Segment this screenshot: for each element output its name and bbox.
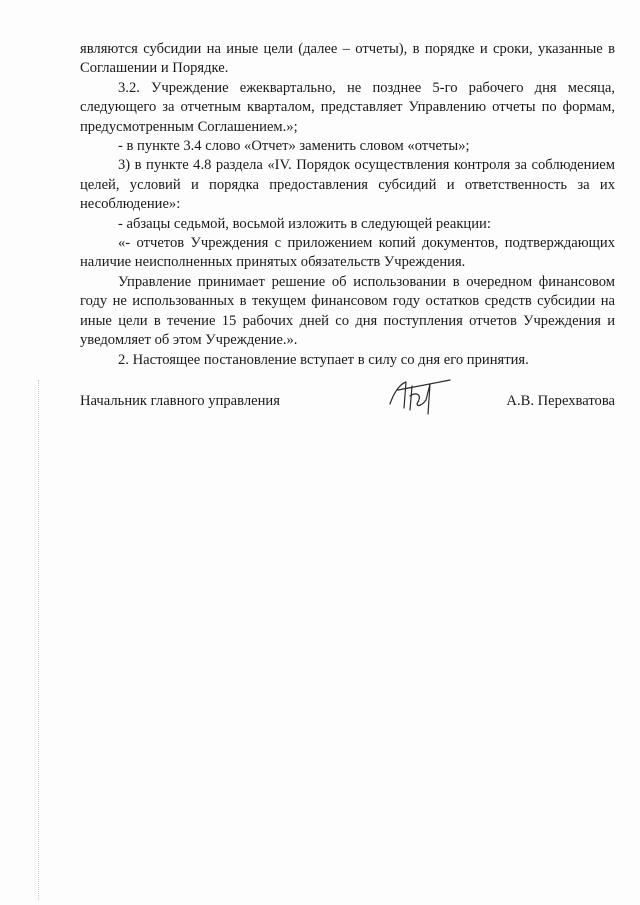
paragraph-abzacy: - абзацы седьмой, восьмой изложить в следующей реакции: xyxy=(118,215,491,232)
paragraph-continuation: являются субсидии на иные цели (далее – отчеты), в порядке и сроки, указанные в Соглашении и Порядке. xyxy=(80,41,615,77)
signatory-position: Начальник главного управления xyxy=(80,393,280,409)
paragraph-otchetov: «- отчетов Учреждения с приложением копий документов, подтверждающих наличие неисполненных принятых обязательств Учреждения. xyxy=(80,235,615,271)
paragraph-effective: 2. Настоящее постановление вступает в силу со дня его принятия. xyxy=(118,351,529,368)
paragraph-item-3: 3) в пункте 4.8 раздела «IV. Порядок осуществления контроля за соблюдением целей, условий и порядка предоставления субсидий и ответственность за их несоблюдение»: xyxy=(80,157,615,213)
signature-block xyxy=(80,384,615,424)
paragraph-upravlenie: Управление принимает решение об использовании в очередном финансовом году не использованных в текущем финансовом году остатков средств субсидии на иные цели в течение 15 рабочих дней со дня поступления отчетов Учреждения и уведомляет об этом Учреждение.». xyxy=(80,273,615,349)
margin-dotted-line xyxy=(38,380,40,900)
paragraph-3-2: 3.2. Учреждение ежеквартально, не позднее 5-го рабочего дня месяца, следующего за отчетным кварталом, представляет Управлению отчеты по формам, предусмотренным Соглашением.»; xyxy=(80,79,615,135)
document-body xyxy=(80,40,615,370)
handwritten-signature xyxy=(380,374,460,418)
paragraph-amend-3-4: - в пункте 3.4 слово «Отчет» заменить словом «отчеты»; xyxy=(118,138,470,155)
signatory-name: А.В. Перехватова xyxy=(506,393,615,409)
